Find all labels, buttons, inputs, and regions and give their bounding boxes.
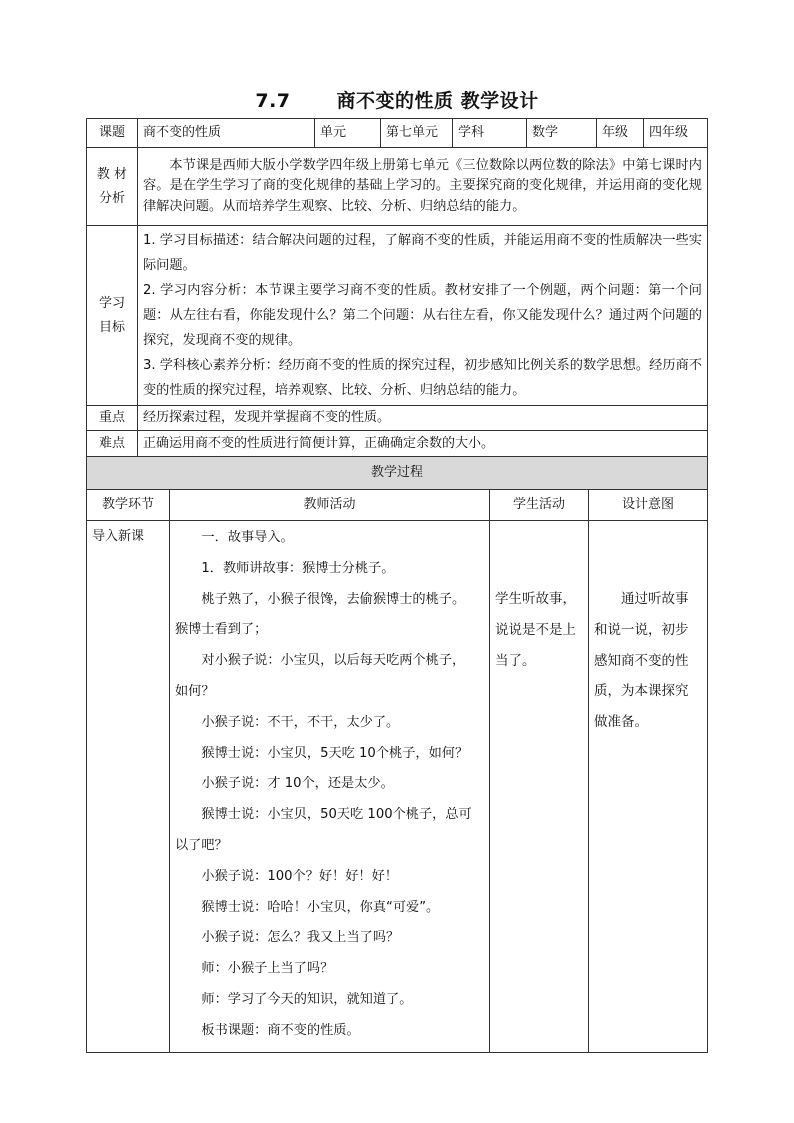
unit-value: 第七单元 [381, 119, 453, 148]
design-line: 感知商不变的性 [594, 652, 689, 669]
goals-label [87, 226, 138, 406]
teacher-line: 小猴子说：才 10个，还是太少。 [201, 776, 394, 792]
difficult-text: 正确运用商不变的性质进行简便计算，正确确定余数的大小。 [138, 431, 708, 457]
info-table [86, 118, 708, 457]
unit-label: 单元 [315, 119, 381, 148]
teacher-line: 以了吧？ [175, 837, 228, 853]
goals-text-cell [138, 226, 708, 406]
subject-value: 数学 [527, 119, 597, 148]
process-title-row [87, 457, 708, 490]
goals-label-line2: 目标 [98, 319, 125, 335]
process-row-intro [87, 521, 708, 1053]
title-text: 商不变的性质 教学设计 [336, 90, 539, 112]
design-intent-cell [589, 521, 708, 1053]
info-row-key [87, 406, 708, 431]
teacher-line: 板书课题：商不变的性质。 [201, 1022, 360, 1038]
header-student: 学生活动 [490, 490, 589, 521]
material-text-cell [138, 148, 708, 226]
course-value: 商不变的性质 [138, 119, 315, 148]
teacher-line: 如何？ [175, 683, 215, 699]
goals-label-line1: 学习 [98, 295, 125, 311]
goal-3: 3. 学科核心素养分析：经历商不变的性质的探究过程，初步感知比例关系的数学思想。经历商不变的性质的探究过程，培养观察、比较、分析、归纳总结的能力。 [143, 358, 702, 398]
material-label [87, 148, 138, 226]
student-line: 说说是不是上 [495, 621, 576, 638]
teacher-line: 师：小猴子上当了吗？ [201, 961, 334, 977]
document-title [0, 86, 794, 113]
design-line: 质，为本课探究 [594, 683, 689, 700]
course-label: 课题 [87, 119, 138, 148]
material-label-line1: 教 材 [96, 166, 128, 182]
design-line: 和说一说，初步 [594, 621, 689, 638]
teacher-line: 1．教师讲故事：猴博士分桃子。 [201, 560, 395, 576]
student-line: 学生听故事， [495, 591, 576, 607]
info-row-material [87, 148, 708, 226]
teacher-line: 猴博士说：小宝贝，5天吃 10个桃子，如何？ [201, 745, 469, 761]
info-row-difficult [87, 431, 708, 457]
teacher-line: 小猴子说：不干，不干，太少了。 [201, 714, 400, 730]
header-stage: 教学环节 [87, 490, 170, 521]
teacher-line: 师：学习了今天的知识，就知道了。 [201, 991, 413, 1007]
teacher-line: 猴博士看到了； [175, 622, 268, 638]
material-text: 本节课是西师大版小学数学四年级上册第七单元《三位数除以两位数的除法》中第七课时内容。是在学生学习了商的变化规律的基础上学习的。主要探究商的变化规律，并运用商的变化规律解决问题。从而培养学生观察、比较、分析、归纳总结的能力。 [143, 157, 702, 214]
student-activity-cell [490, 521, 589, 1053]
student-line: 当了。 [495, 652, 536, 669]
teacher-line: 一．故事导入。 [201, 530, 294, 545]
material-label-line2: 分析 [98, 190, 125, 206]
grade-label: 年级 [597, 119, 644, 148]
header-teacher: 教师活动 [170, 490, 490, 521]
design-line: 做准备。 [594, 714, 648, 731]
info-row-course [87, 119, 708, 148]
header-design: 设计意图 [589, 490, 708, 521]
teacher-line: 猴博士说：哈哈！小宝贝，你真“可爱”。 [201, 899, 440, 915]
design-line: 通过听故事 [594, 591, 689, 607]
teacher-line: 桃子熟了，小猴子很馋，去偷猴博士的桃子。 [201, 591, 466, 607]
goal-2: 2. 学习内容分析：本节课主要学习商不变的性质。教材安排了一个例题，两个问题：第一个问题：从左往右看，你能发现什么？第二个问题：从右往左看，你又能发现什么？通过两个问题的探究，发现商不变的规律。 [143, 283, 702, 348]
process-section-title: 教学过程 [87, 457, 708, 490]
teacher-line: 小猴子说：100个？好！好！好！ [201, 868, 398, 884]
key-label: 重点 [87, 406, 138, 431]
grade-value: 四年级 [644, 119, 708, 148]
teacher-activity-cell [170, 521, 490, 1053]
info-row-goals [87, 226, 708, 406]
teacher-line: 猴博士说：小宝贝，50天吃 100个桃子，总可 [201, 807, 472, 823]
teacher-line: 小猴子说：怎么？我又上当了吗？ [201, 930, 400, 946]
difficult-label: 难点 [87, 431, 138, 457]
teacher-line: 对小猴子说：小宝贝，以后每天吃两个桃子， [201, 653, 466, 669]
goal-1: 1. 学习目标描述：结合解决问题的过程，了解商不变的性质，并能运用商不变的性质解决一些实际问题。 [143, 233, 702, 273]
process-header-row [87, 490, 708, 521]
stage-cell: 导入新课 [87, 521, 170, 1053]
title-number: 7.7 [255, 90, 291, 112]
subject-label: 学科 [453, 119, 527, 148]
process-table [86, 456, 708, 1053]
key-text: 经历探索过程，发现并掌握商不变的性质。 [138, 406, 708, 431]
